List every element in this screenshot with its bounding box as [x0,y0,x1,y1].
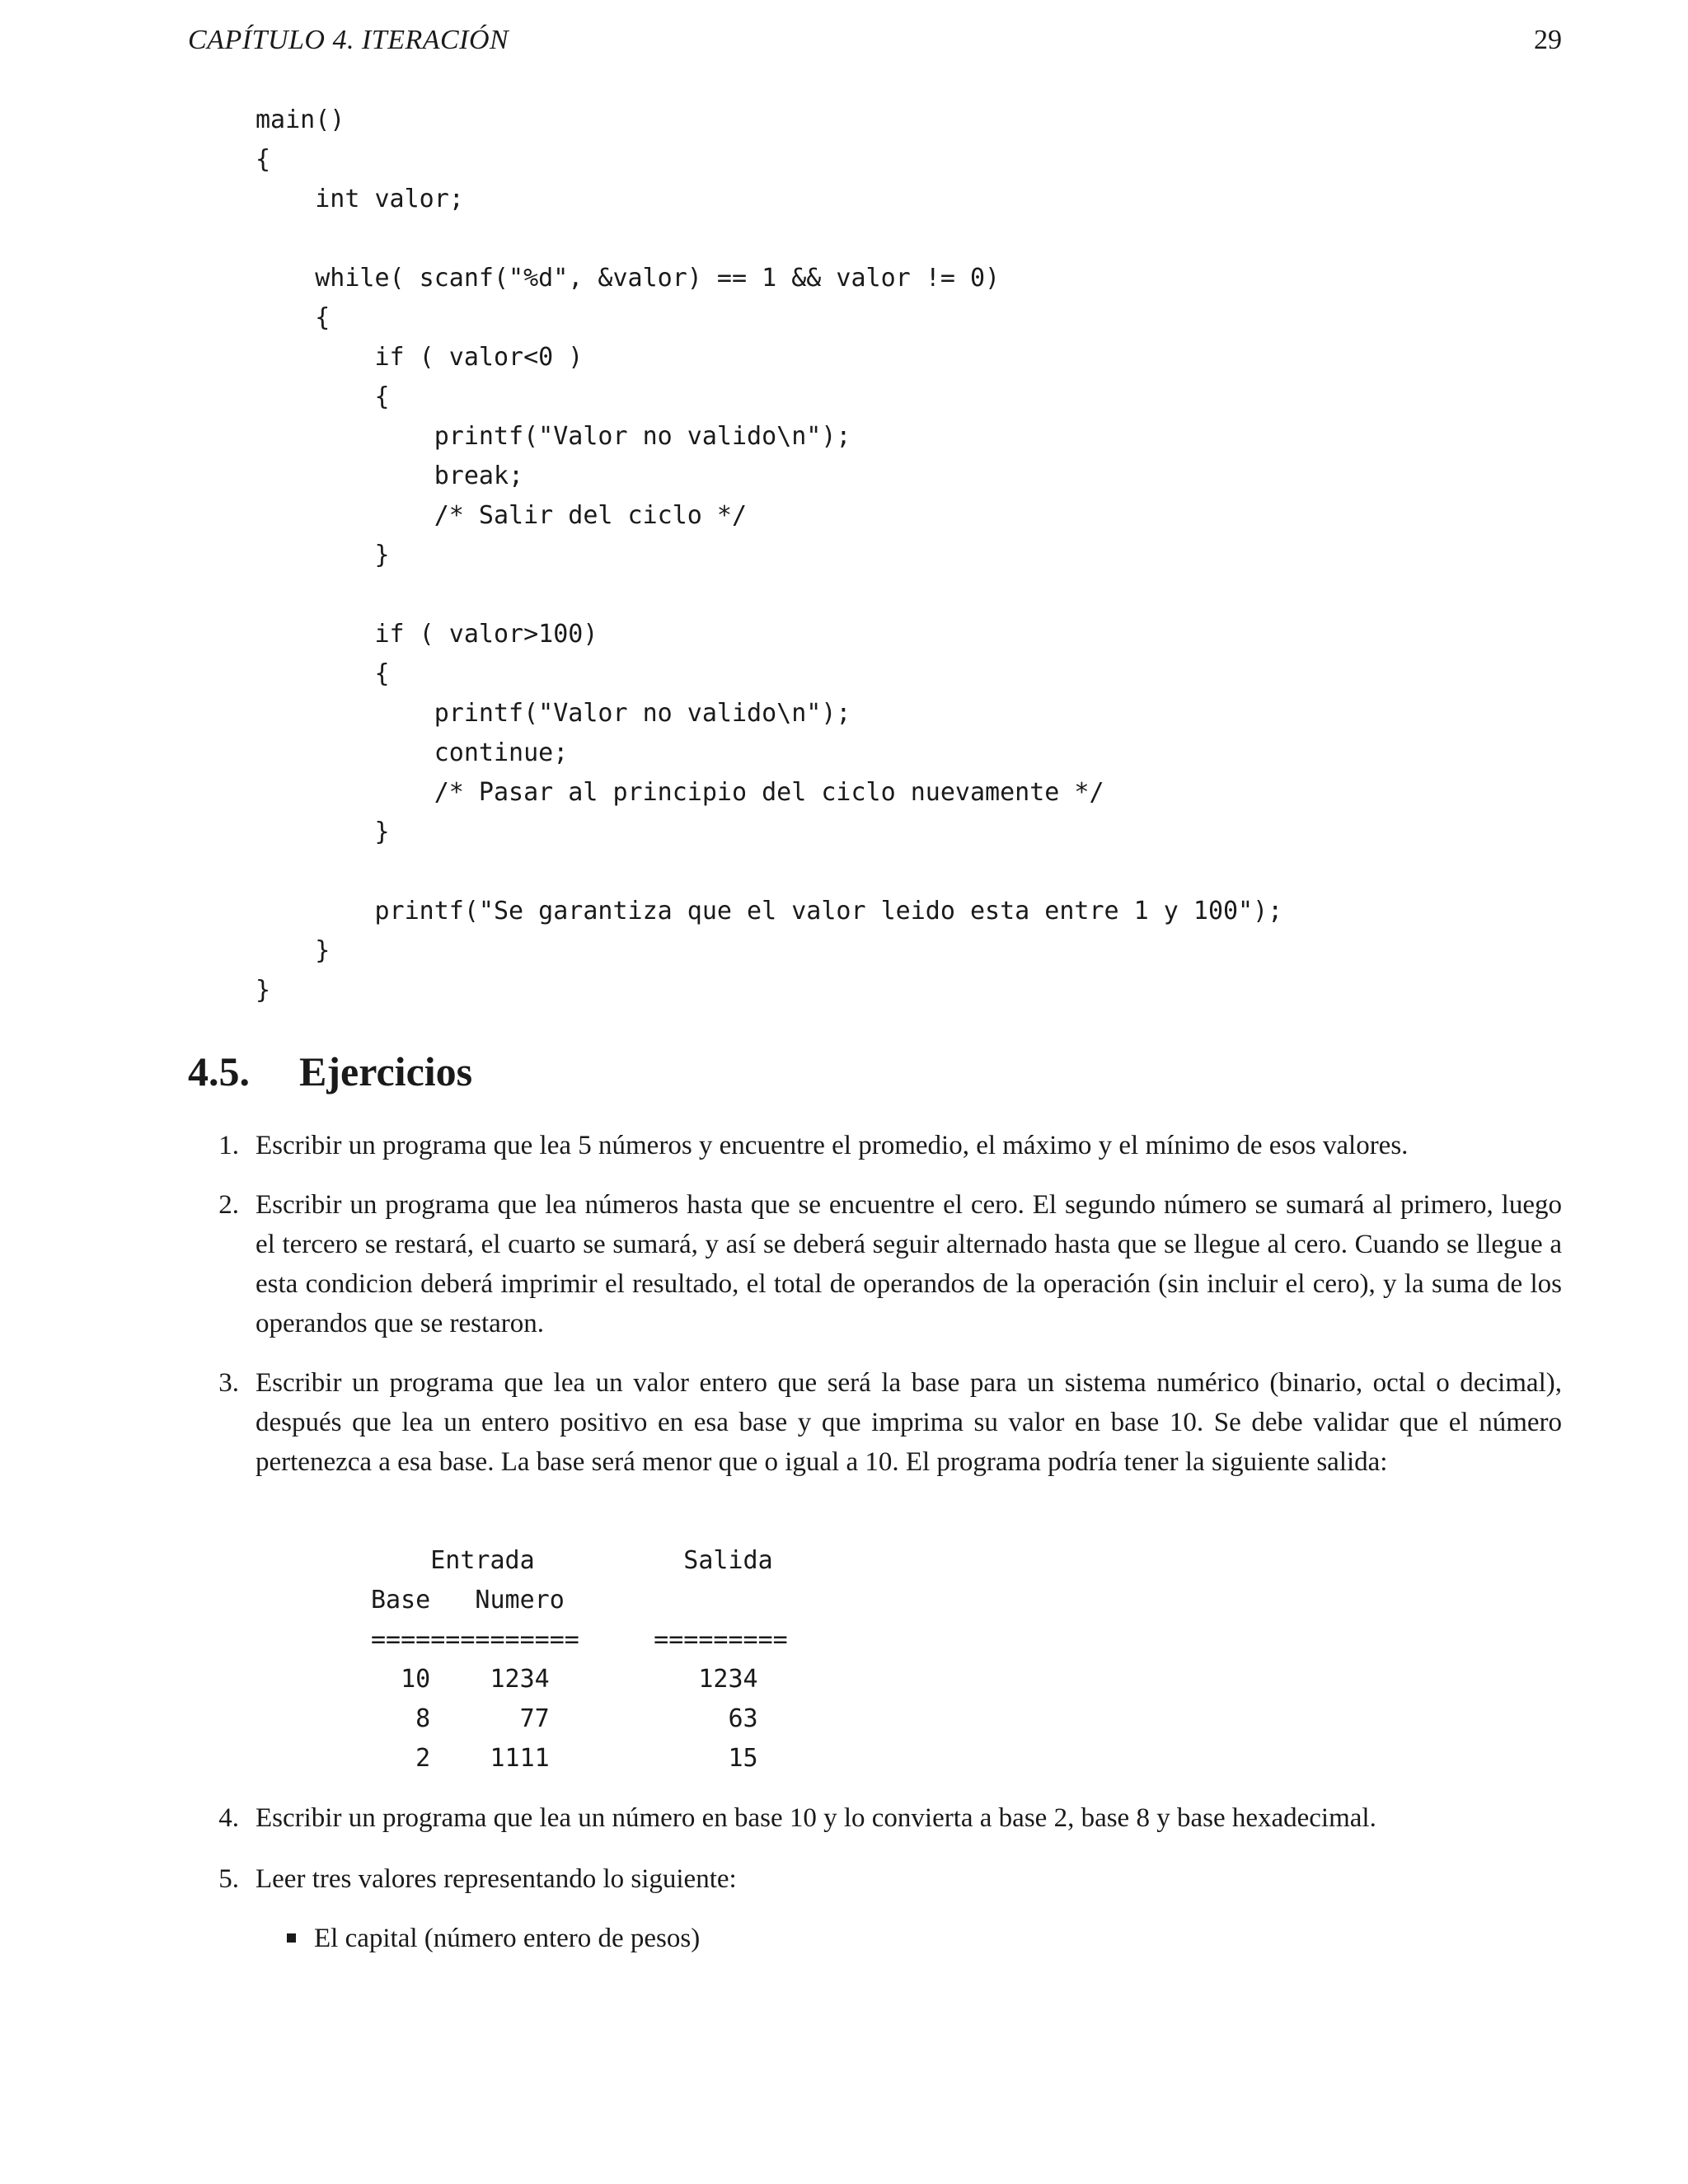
code-line: } [256,976,271,1005]
sample-output-line: ============== ========= [371,1625,788,1654]
code-line: { [256,145,271,174]
code-line: { [256,659,390,688]
section-heading [188,1047,472,1096]
list-item [188,1859,1562,1899]
page-number: 29 [1534,25,1562,55]
sample-output-line: Entrada Salida [371,1546,773,1575]
sample-output-line: Base Numero [371,1586,565,1615]
sample-output-line: 10 1234 1234 [371,1665,758,1694]
item-number: 1. [218,1131,239,1160]
code-line: } [256,541,390,569]
code-line: } [256,818,390,846]
code-line: if ( valor>100) [256,620,598,649]
code-line: printf("Valor no valido\n"); [256,699,851,728]
item-number: 2. [218,1190,239,1220]
code-line: { [256,382,390,411]
item-text: Escribir un programa que lea un número en base 10 y lo convierta a base 2, base 8 y base hexadecimal. [256,1803,1376,1833]
code-line: } [256,936,331,965]
item-text: Escribir un programa que lea un valor entero que será la base para un sistema numérico (binario, octal o decimal), después que lea un entero positivo en esa base y que imprima su valor en base 10. Se debe validar que el número pertenezca a esa base. La base será menor que o igual a 10. El programa podría tener la siguiente salida: [256,1368,1562,1477]
list-item [188,1185,1562,1343]
sample-output-line: 8 77 63 [371,1704,758,1733]
list-item [188,1363,1562,1482]
code-line: if ( valor<0 ) [256,343,584,372]
code-line: int valor; [256,185,464,213]
item-text: Escribir un programa que lea números hasta que se encuentre el cero. El segundo número se sumará al primero, luego el tercero se restará, el cuarto se sumará, y así se deberá seguir alternado hasta que se llegue al cero. Cuando se llegue a esta condicion deberá imprimir el resultado, el total de operandos de la operación (sin incluir el cero), y la suma de los operandos que se restaron. [256,1190,1562,1338]
list-item [188,1126,1562,1165]
code-line: printf("Se garantiza que el valor leido esta entre 1 y 100"); [256,897,1283,926]
code-line: break; [256,462,524,490]
bullet-item [287,1919,700,1958]
item-text: Leer tres valores representando lo siguiente: [256,1864,737,1894]
code-line: printf("Valor no valido\n"); [256,422,851,451]
code-line: /* Salir del ciclo */ [256,501,748,530]
item-number: 5. [218,1864,239,1894]
section-number: 4.5. [188,1048,250,1094]
code-line: while( scanf("%d", &valor) == 1 && valor != 0) [256,264,1001,293]
code-line: { [256,303,331,332]
item-number: 3. [218,1368,239,1398]
running-header [188,25,1562,66]
code-line: main() [256,105,345,134]
list-item [188,1798,1562,1838]
section-title-text: Ejercicios [299,1048,473,1094]
sample-output-line: 2 1111 15 [371,1744,758,1773]
bullet-text: El capital (número entero de pesos) [314,1924,701,1953]
item-text: Escribir un programa que lea 5 números y encuentre el promedio, el máximo y el mínimo de esos valores. [256,1131,1409,1160]
code-line: continue; [256,738,569,767]
code-line: /* Pasar al principio del ciclo nuevamente */ [256,778,1104,807]
chapter-title: CAPÍTULO 4. ITERACIÓN [188,25,509,55]
bullet-square-icon [287,1933,296,1943]
item-number: 4. [218,1803,239,1833]
